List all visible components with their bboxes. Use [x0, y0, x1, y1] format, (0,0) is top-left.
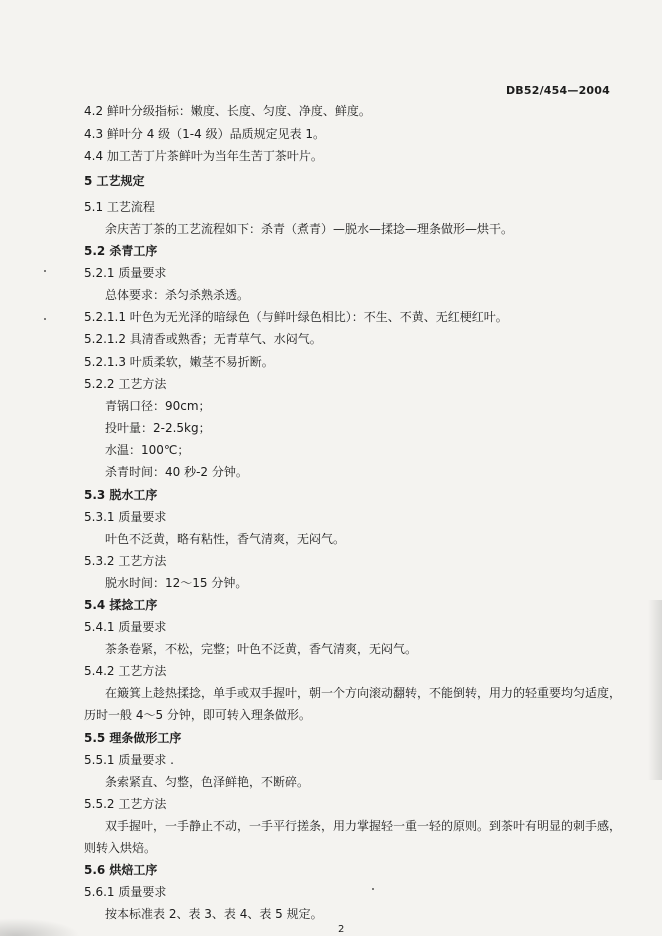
clause-5-4-heading: 5.4 揉捻工序 [84, 598, 158, 612]
rolling-method-text-2: 历时一般 4～5 分钟，即可转入理条做形。 [84, 708, 311, 722]
scan-shadow-edge [648, 600, 662, 780]
clause-5-5-1-heading: 5.5.1 质量要求 . [84, 753, 174, 767]
clause-5-6-heading: 5.6 烘焙工序 [84, 863, 158, 877]
clause-4-4: 4.4 加工苦丁片茶鲜叶为当年生苦丁茶叶片。 [84, 149, 323, 163]
clause-5-5-2-heading: 5.5.2 工艺方法 [84, 797, 167, 811]
shaping-method-text-1: 双手握叶，一手静止不动，一手平行搓条，用力掌握轻一重一轻的原则。到茶叶有明显的刺手感， [105, 819, 622, 833]
clause-5-2-1-2: 5.2.1.2 具清香或熟香；无青草气、水闷气。 [84, 332, 322, 346]
clause-5-2-1-3: 5.2.1.3 叶质柔软，嫩茎不易折断。 [84, 355, 274, 369]
rolling-quality-text: 茶条卷紧，不松，完整；叶色不泛黄，香气清爽，无闷气。 [105, 642, 418, 656]
fixing-time-text: 杀青时间：40 秒-2 分钟。 [105, 465, 248, 479]
clause-5-6-1-heading: 5.6.1 质量要求 [84, 885, 167, 899]
pot-diameter-text: 青锅口径：90cm； [105, 399, 211, 413]
clause-5-3-heading: 5.3 脱水工序 [84, 488, 158, 502]
clause-4-3: 4.3 鲜叶分 4 级（1-4 级）品质规定见表 1。 [84, 127, 326, 141]
page-number: 2 [338, 924, 345, 935]
rolling-method-text-1: 在簸箕上趁热揉捻，单手或双手握叶，朝一个方向滚动翻转，不能倒转，用力的轻重要均匀适度， [105, 686, 622, 700]
clause-5-2-1-heading: 5.2.1 质量要求 [84, 266, 167, 280]
dewatering-quality-text: 叶色不泛黄，略有粘性，香气清爽，无闷气。 [105, 532, 346, 546]
section-5-heading: 5 工艺规定 [84, 174, 145, 188]
scan-shadow-corner [0, 918, 80, 936]
standard-code: DB52/454—2004 [505, 84, 610, 97]
dewatering-time-text: 脱水时间：12～15 分钟。 [105, 576, 248, 590]
clause-5-3-2-heading: 5.3.2 工艺方法 [84, 554, 167, 568]
shaping-method-text-2: 则转入烘焙。 [84, 841, 157, 855]
leaf-amount-text: 投叶量：2-2.5kg； [105, 421, 211, 435]
scan-speck [372, 888, 374, 890]
clause-5-2-2-heading: 5.2.2 工艺方法 [84, 377, 167, 391]
clause-5-1-heading: 5.1 工艺流程 [84, 200, 155, 214]
scan-speck [44, 318, 46, 320]
clause-5-4-2-heading: 5.4.2 工艺方法 [84, 664, 167, 678]
clause-4-2: 4.2 鲜叶分级指标：嫩度、长度、匀度、净度、鲜度。 [84, 104, 371, 118]
shaping-quality-text: 条索紧直、匀整，色泽鲜艳，不断碎。 [105, 775, 310, 789]
water-temp-text: 水温：100℃； [105, 443, 190, 457]
overall-requirement-text: 总体要求：杀匀杀熟杀透。 [105, 288, 250, 302]
clause-5-5-heading: 5.5 理条做形工序 [84, 731, 182, 745]
baking-quality-text: 按本标准表 2、表 3、表 4、表 5 规定。 [105, 907, 323, 921]
process-flow-text: 余庆苦丁茶的工艺流程如下：杀青（煮青）—脱水—揉捻—理条做形—烘干。 [105, 222, 514, 236]
clause-5-2-1-1: 5.2.1.1 叶色为无光泽的暗绿色（与鲜叶绿色相比）：不生、不黄、无红梗红叶。 [84, 310, 508, 324]
clause-5-3-1-heading: 5.3.1 质量要求 [84, 510, 167, 524]
clause-5-4-1-heading: 5.4.1 质量要求 [84, 620, 167, 634]
clause-5-2-heading: 5.2 杀青工序 [84, 244, 158, 258]
scan-speck [44, 270, 46, 272]
